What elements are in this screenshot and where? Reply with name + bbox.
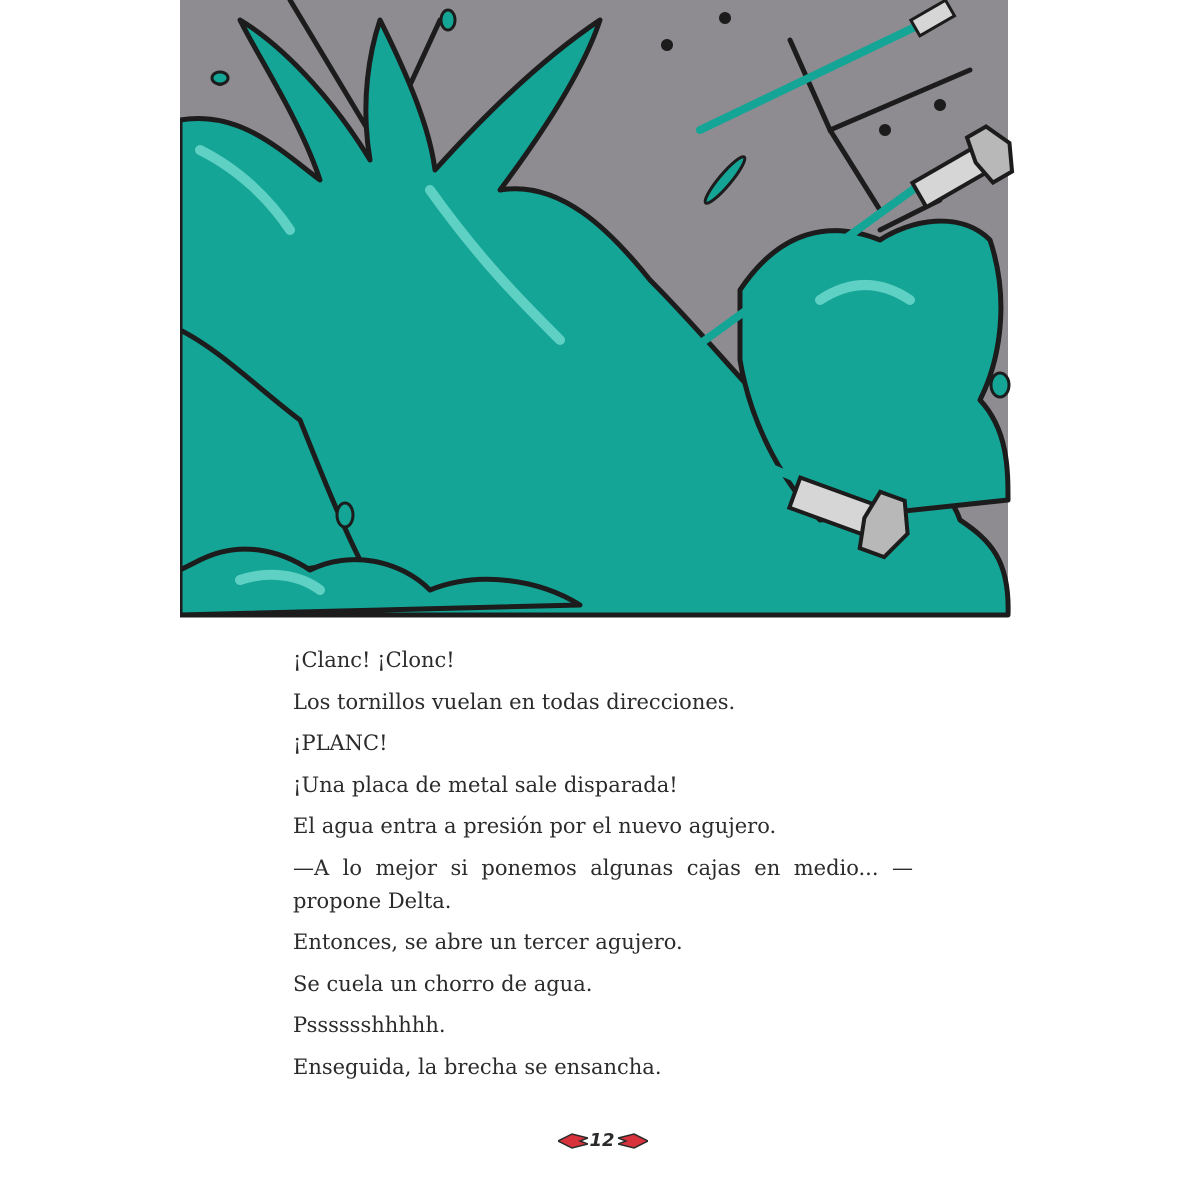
paragraph: Psssssshhhhh. — [293, 1013, 446, 1037]
story-text — [293, 644, 913, 1092]
right-ornament-icon — [618, 1132, 648, 1150]
paragraph: Los tornillos vuelan en todas direcciones. — [293, 689, 736, 714]
paragraph: ¡PLANC! — [293, 731, 388, 755]
page-number-footer — [552, 1128, 652, 1158]
paragraph: Entonces, se abre un tercer agujero. — [293, 930, 683, 954]
paragraph: Se cuela un chorro de agua. — [293, 971, 593, 996]
paragraph: ¡Una placa de metal sale disparada! — [293, 772, 678, 797]
paragraph: ¡Clanc! ¡Clonc! — [293, 648, 455, 672]
paragraph: —A lo mejor si ponemos algunas cajas en medio... —propone Delta. — [293, 855, 913, 913]
paragraph: Enseguida, la brecha se ensancha. — [293, 1054, 662, 1079]
paragraph: El agua entra a presión por el nuevo agujero. — [293, 814, 777, 838]
comic-illustration — [180, 0, 1020, 625]
page-number: 12 — [589, 1130, 615, 1151]
water-burst-drawing — [180, 0, 1020, 625]
